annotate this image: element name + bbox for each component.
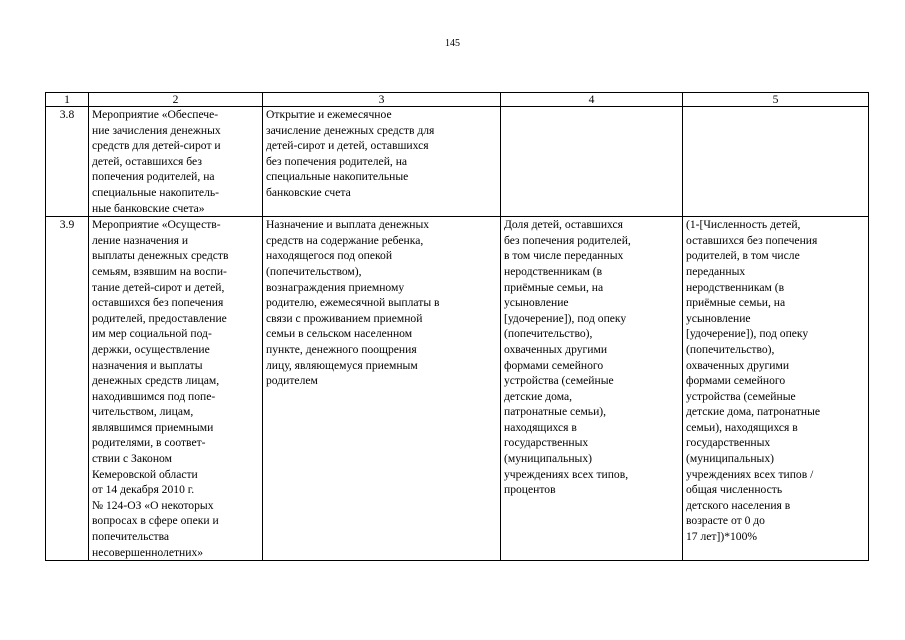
indicator-cell: [501, 217, 683, 561]
indicator-text: Доля детей, оставшихся без попечения родителей, в том числе переданных неродственникам (в приёмные семьи, на усыновление [удочерение]), под опеку (попечительство), охваченных другими формами семейного устройства (семейные детские дома, патронатные семьи), находящихся в государственных (муниципальных) учреждениях всех типов, процентов: [504, 218, 631, 497]
table-row: [46, 217, 869, 561]
row-number: 3.9: [46, 217, 89, 561]
measure-title-cell: [89, 217, 263, 561]
measure-title: Мероприятие «Обеспече- ние зачисления денежных средств для детей-сирот и детей, оставшихся без попечения родителей, на специальные накопитель- ные банковские счета»: [92, 108, 221, 215]
formula-text: (1-[Численность детей, оставшихся без попечения родителей, в том числе переданных неродственникам (в приёмные семьи, на усыновление [удочерение]), под опеку (попечительство), охваченных другими формами семейного устройства (семейные детские дома, патронатные семьи), находящихся в государственных (муниципальных) учреждениях всех типов / общая численность детского населения в возрасте от 0 до 17 лет])*100%: [686, 218, 821, 544]
column-number-1: 1: [46, 93, 89, 107]
measure-title-cell: [89, 107, 263, 217]
measure-content: Назначение и выплата денежных средств на содержание ребенка, находящегося под опекой (попечительством), вознаграждения приемному родителю, ежемесячной выплаты в связи с проживанием приемной семьи в сельском населенном пункте, денежного поощрения лицу, являющемуся приемным родителем: [266, 218, 440, 388]
column-number-2: 2: [89, 93, 263, 107]
formula-cell: [683, 107, 869, 217]
measure-title: Мероприятие «Осуществ- ление назначения и выплаты денежных средств семьям, взявшим на воспи- тание детей-сирот и детей, оставшихся без попечения родителей, предоставление им мер социальной под- держки, осуществление назначения и выплаты денежных средств лицам, находившимся под попе- чительством, лицам, являвшимся приемными родителями, в соответ- ствии с Законом Кемеровской области от 14 декабря 2010 г. № 124-ОЗ «О некоторых вопросах в сфере опеки и попечительства несовершеннолетних»: [92, 218, 229, 559]
table-row: [46, 107, 869, 217]
measure-content-cell: [263, 107, 501, 217]
column-number-5: 5: [683, 93, 869, 107]
row-number: 3.8: [46, 107, 89, 217]
measure-content-cell: [263, 217, 501, 561]
indicator-cell: [501, 107, 683, 217]
column-number-4: 4: [501, 93, 683, 107]
table-header-row: [46, 93, 869, 107]
column-number-3: 3: [263, 93, 501, 107]
formula-cell: [683, 217, 869, 561]
page-number: 145: [445, 38, 460, 49]
measures-table: [45, 92, 869, 561]
measure-content: Открытие и ежемесячное зачисление денежных средств для детей-сирот и детей, оставшихся без попечения родителей, на специальные накопительные банковские счета: [266, 108, 435, 199]
